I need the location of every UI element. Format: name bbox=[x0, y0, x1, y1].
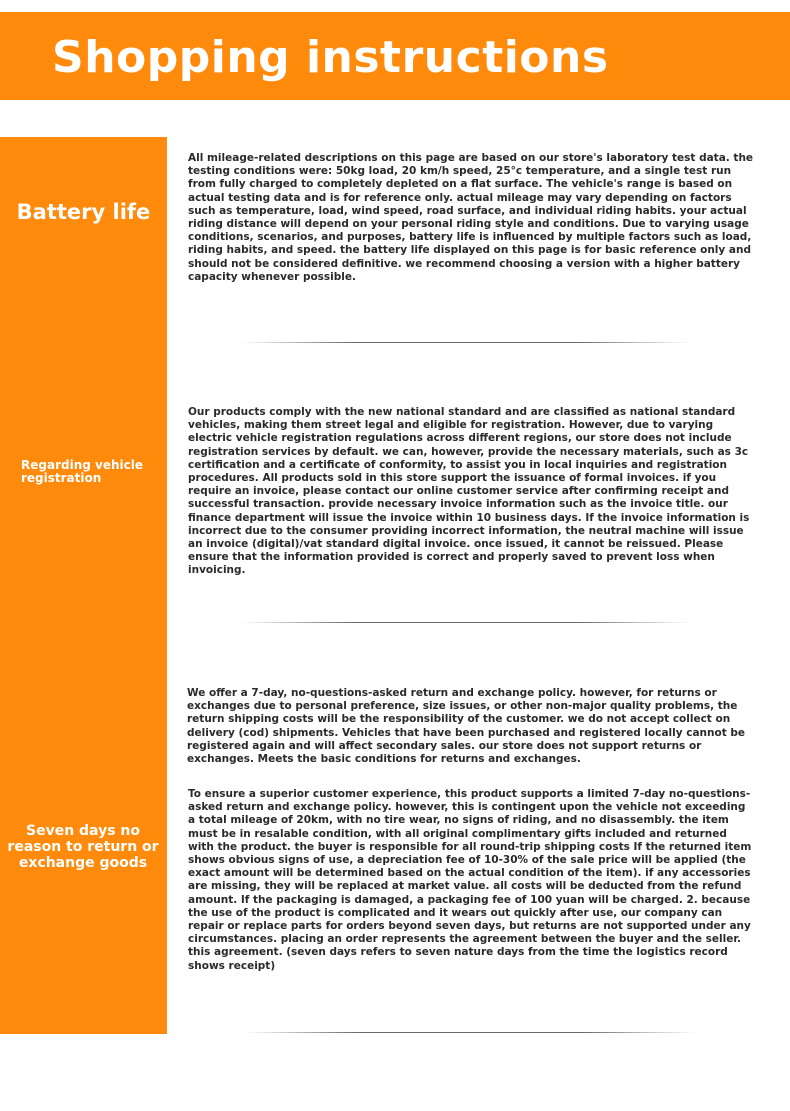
section-label-vehicle-registration: Regarding vehicle registration bbox=[21, 458, 143, 485]
section-divider bbox=[240, 622, 690, 623]
vehicle-registration-text: Our products comply with the new national standard and are classified as national standard vehicles, making them street legal and eligible for registration. However, due to varying electric vehicle registration regulations across different regions, our store does not include registration services by default. we can, however, provide the necessary materials, such as 3c certification and a certificate of conformity, to assist you in local inquiries and registration procedures. All products sold in this store support the issuance of formal invoices. if you require an invoice, please contact our online customer service after confirming receipt and successful transaction. provide necessary invoice information such as the invoice title. our finance department will issue the invoice within 10 business days. If the invoice information is incorrect due to the consumer providing incorrect information, the neutral machine will issue an invoice (digital)/vat standard digital invoice. once issued, it cannot be reissued. Please ensure that the information provided is correct and properly saved to prevent loss when invoicing. bbox=[188, 406, 750, 577]
section-sidebar bbox=[0, 137, 167, 1034]
return-conditions-text: To ensure a superior customer experience, this product supports a limited 7-day no-questions-asked return and exchange policy. however, this is contingent upon the vehicle not exceeding a total mileage of 20km, with no tire wear, no signs of riding, and no disassembly. the item must be in resalable condition, with all original complimentary gifts included and returned with the product. the buyer is responsible for all round-trip shipping costs If the returned item shows obvious signs of use, a depreciation fee of 10-30% of the sale price will be applied (the exact amount will be determined based on the actual condition of the item). if any accessories are missing, they will be replaced at market value. all costs will be deducted from the refund amount. If the packaging is damaged, a packaging fee of 100 yuan will be charged. 2. because the use of the product is complicated and it wears out quickly after use, our company can repair or replace parts for orders beyond seven days, but returns are not supported under any circumstances. placing an order represents the agreement between the buyer and the seller. this agreement. (seven days refers to seven nature days from the time the logistics record shows receipt) bbox=[188, 788, 752, 972]
section-divider bbox=[245, 1032, 695, 1033]
section-label-seven-day-return: Seven days no reason to return or exchange goods bbox=[7, 823, 159, 871]
battery-life-text: All mileage-related descriptions on this page are based on our store's laboratory test data. the testing conditions were: 50kg load, 20 km/h speed, 25°c temperature, and a single test run from fully charged to completely depleted on a flat surface. The vehicle's range is based on actual testing data and is for reference only. actual mileage may vary depending on factors such as temperature, load, wind speed, road surface, and individual riding habits. your actual riding distance will depend on your personal riding style and conditions. Due to varying usage conditions, scenarios, and purposes, battery life is influenced by multiple factors such as load, riding habits, and speed. the battery life displayed on this page is for basic reference only and should not be considered definitive. we recommend choosing a version with a higher battery capacity whenever possible. bbox=[188, 152, 754, 283]
page-title: Shopping instructions bbox=[52, 32, 609, 83]
section-divider bbox=[240, 342, 690, 343]
return-policy-text: We offer a 7-day, no-questions-asked return and exchange policy. however, for returns or exchanges due to personal preference, size issues, or other non-major quality problems, the return shipping costs will be the responsibility of the customer. we do not accept collect on delivery (cod) shipments. Vehicles that have been purchased and registered locally cannot be registered again and will affect secondary sales. our store does not support returns or exchanges. Meets the basic conditions for returns and exchanges. bbox=[187, 687, 746, 766]
header-banner bbox=[0, 12, 790, 100]
section-label-battery-life: Battery life bbox=[16, 200, 151, 224]
